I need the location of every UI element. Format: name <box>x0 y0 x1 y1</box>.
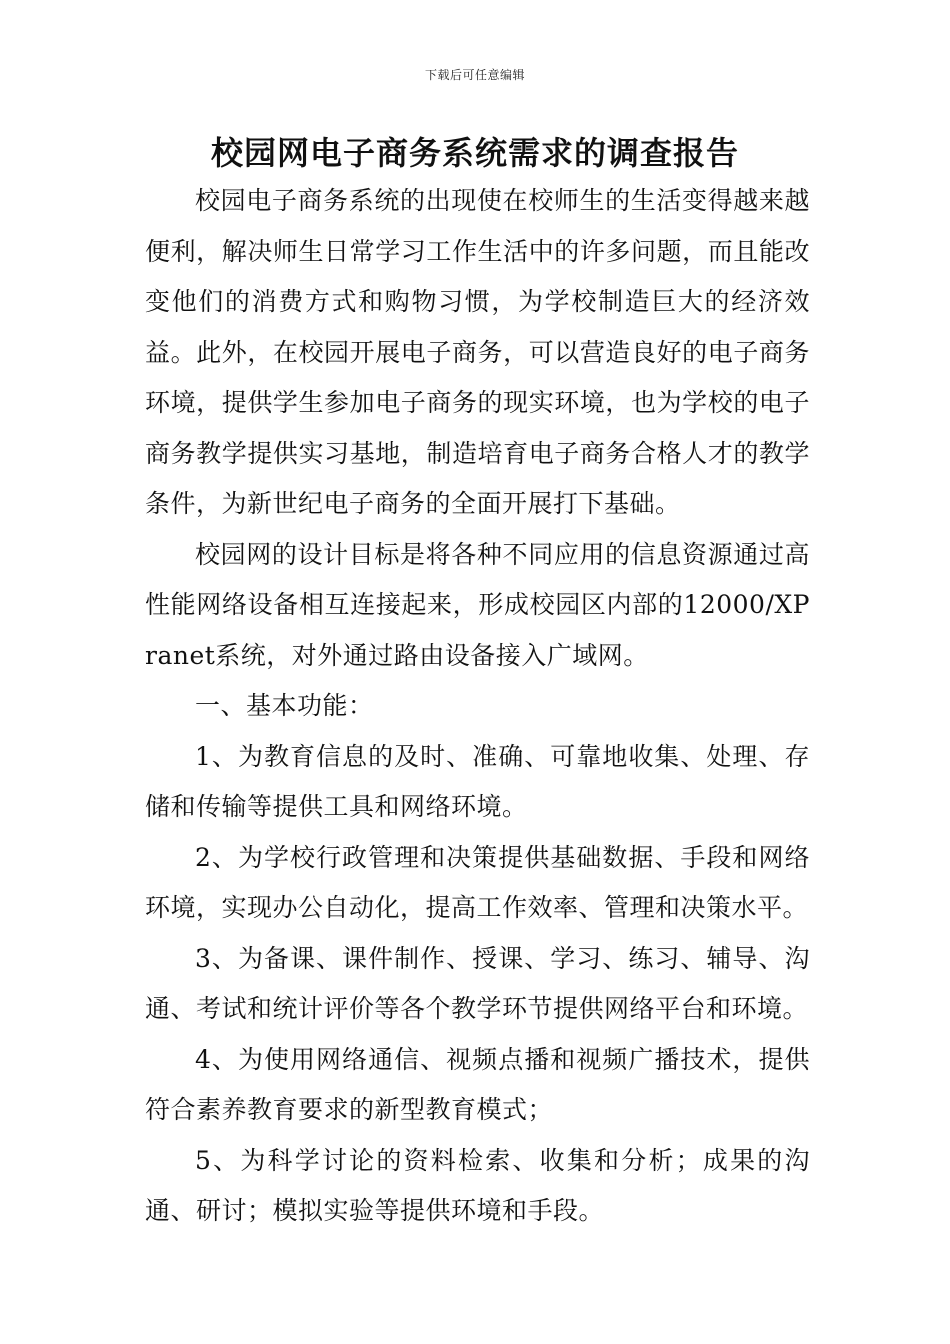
document-body <box>145 176 810 1237</box>
section-heading-basic-functions: 一、基本功能： <box>195 691 374 720</box>
list-item-function-1: 1、为教育信息的及时、准确、可靠地收集、处理、存储和传输等提供工具和网络环境。 <box>145 741 810 821</box>
list-item-function-3: 3、为备课、课件制作、授课、学习、练习、辅导、沟通、考试和统计评价等各个教学环节提供网络平台和环境。 <box>145 943 810 1023</box>
page-header-note: 下载后可任意编辑 <box>424 68 525 82</box>
paragraph-design-goal: 校园网的设计目标是将各种不同应用的信息资源通过高性能网络设备相互连接起来，形成校园区内部的12000/XPranet系统，对外通过路由设备接入广域网。 <box>145 539 810 670</box>
list-item-function-5: 5、为科学讨论的资料检索、收集和分析；成果的沟通、研讨；模拟实验等提供环境和手段。 <box>145 1145 810 1225</box>
document-title: 校园网电子商务系统需求的调查报告 <box>210 134 739 172</box>
paragraph-intro: 校园电子商务系统的出现使在校师生的生活变得越来越便利，解决师生日常学习工作生活中的许多问题，而且能改变他们的消费方式和购物习惯，为学校制造巨大的经济效益。此外，在校园开展电子商务，可以营造良好的电子商务环境，提供学生参加电子商务的现实环境，也为学校的电子商务教学提供实习基地，制造培育电子商务合格人才的教学条件，为新世纪电子商务的全面开展打下基础。 <box>145 186 810 518</box>
list-item-function-4: 4、为使用网络通信、视频点播和视频广播技术，提供符合素养教育要求的新型教育模式； <box>145 1044 810 1124</box>
list-item-function-2: 2、为学校行政管理和决策提供基础数据、手段和网络环境，实现办公自动化，提高工作效率、管理和决策水平。 <box>145 842 810 922</box>
